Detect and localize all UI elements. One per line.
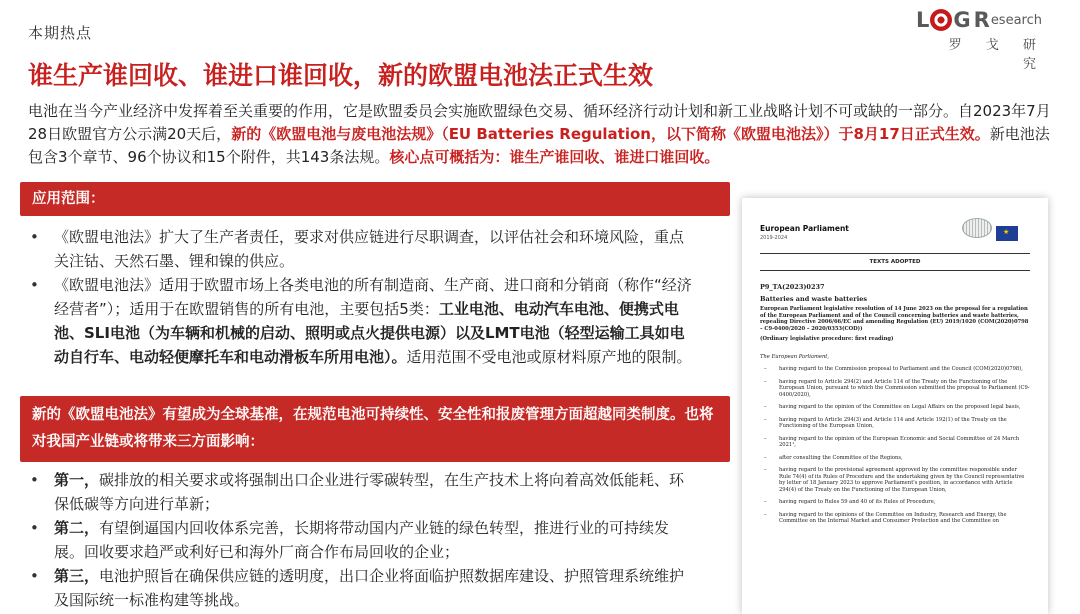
impact-text: 电池护照旨在确保供应链的透明度，出口企业将面临护照数据库建设、护照管理系统维护及国际统一标准构建等挑战。	[54, 567, 685, 609]
scope-text: 《欧盟电池法》适用于欧盟市场上各类电池的所有制造商、生产商、进口商和分销商（称作“经济经营者”）；适用于在欧盟销售的所有电池，主要包括5类：	[54, 276, 692, 318]
list-item: • 《欧盟电池法》扩大了生产者责任，要求对供应链进行尽职调查，以评估社会和环境风险，重点关注钴、天然石墨、锂和镍的供应。	[28, 225, 696, 273]
scope-list	[28, 225, 696, 369]
document-term: 2019-2024	[760, 235, 788, 241]
document-clause: – after consulting the Committee of the Regions,	[760, 455, 1030, 462]
list-item	[28, 516, 696, 564]
document-header	[760, 224, 849, 241]
document-body	[760, 284, 1030, 525]
document-procedure: (Ordinary legislative procedure: first reading)	[760, 336, 894, 342]
logo-letter-r: R	[973, 8, 990, 32]
impact-label: 第二，	[54, 519, 100, 537]
logo-letter-g: G	[953, 8, 971, 32]
document-summary: European Parliament legislative resolution of 14 June 2023 on the proposal for a regulation of the European Parliament and of the Council concerning batteries and waste batteries, repealing Directive 2006/66/EC and amending Regulation (EU) 2019/1020 (COM(2020)0798 – C9-0400/2020 – 2020/0353(COD))	[760, 306, 1029, 332]
list-item	[28, 564, 696, 612]
document-clause: – having regard to the opinion of the Committee on Legal Affairs on the proposed legal basis,	[760, 404, 1030, 411]
list-item	[28, 273, 696, 369]
impact-list	[28, 468, 696, 612]
intro-paragraph	[28, 100, 1058, 169]
scope-text-end: 适用范围不受电池或原材料原产地的限制。	[406, 348, 692, 366]
logo-letter-l: L	[916, 8, 930, 32]
divider	[760, 270, 1030, 271]
divider	[760, 253, 1030, 254]
section-label: 本期热点	[28, 24, 93, 42]
logo-subtitle: 罗 戈 研 究	[948, 38, 1046, 72]
document-clause: – having regard to Article 294(3) and Article 114 and Article 192(1) of the Treaty on the Functioning of the European Union,	[760, 417, 1030, 430]
logo	[916, 8, 1046, 72]
document-intro: The European Parliament,	[760, 353, 830, 360]
document-clause: – having regard to Article 294(2) and Article 114 of the Treaty on the Functioning of the European Union, pursuant to which the Commission submitted the proposal to Parliament (C9-0400/2020),	[760, 379, 1030, 399]
intro-core-point: 核心点可概括为：谁生产谁回收、谁进口谁回收。	[389, 148, 720, 166]
intro-text-2: 新电池法包含3个章节、96个协议和15个附件，共143条法规。	[28, 125, 1050, 166]
document-clause: – having regard to the provisional agreement approved by the committee responsible under Rule 74(4) of its Rules of Procedure and the undertaking given by the Council representative by letter of 18 January 2023 to approve Parliament's position, in accordance with Article 294(4) of the Treaty on the Functioning of the European Union,	[760, 467, 1030, 493]
logo-target-icon	[930, 9, 952, 31]
eu-flag-icon	[996, 226, 1018, 241]
parliament-emblem-icon	[962, 218, 992, 238]
impact-heading: 新的《欧盟电池法》有望成为全球基准，在规范电池可持续性、安全性和报废管理方面超越同类制度。也将对我国产业链或将带来三方面影响：	[20, 396, 730, 462]
document-adopted-label: TEXTS ADOPTED	[869, 259, 921, 265]
document-reference: P9_TA(2023)0237	[760, 283, 825, 291]
page-title: 谁生产谁回收、谁进口谁回收，新的欧盟电池法正式生效	[28, 61, 654, 90]
scope-battery-types: 工业电池、电动汽车电池、便携式电池、SLI电池（为车辆和机械的启动、照明或点火提供电源）以及LMT电池（轻型运输工具如电动自行车、电动轻便摩托车和电动滑板车所用电池）。	[54, 300, 685, 366]
list-item	[28, 468, 696, 516]
intro-text: 电池在当今产业经济中发挥着至关重要的作用，它是欧盟委员会实施欧盟绿色交易、循环经济行动计划和新工业战略计划不可或缺的一部分。自2023年7月28日欧盟官方公示满20天后，	[28, 102, 1051, 143]
document-clause: – having regard to the Commission proposal to Parliament and the Council (COM(2020)0798),	[760, 366, 1030, 373]
impact-label: 第一，	[54, 471, 100, 489]
document-title: Batteries and waste batteries	[760, 294, 867, 303]
impact-label: 第三，	[54, 567, 100, 585]
document-clause: – having regard to Rules 59 and 40 of its Rules of Procedure,	[760, 499, 1030, 506]
impact-text: 碳排放的相关要求或将强制出口企业进行零碳转型，在生产技术上将向着高效低能耗、环保低碳等方向进行革新；	[54, 471, 685, 513]
scope-heading: 应用范围：	[20, 182, 730, 216]
document-clause: – having regard to the opinion of the European Economic and Social Committee of 24 March 2021¹,	[760, 436, 1030, 449]
logo-wordmark: esearch	[990, 12, 1042, 28]
document-image	[742, 198, 1048, 614]
intro-highlight: 新的《欧盟电池与废电池法规》（EU Batteries Regulation，以下简称《欧盟电池法》）于8月17日正式生效。	[231, 125, 990, 143]
impact-text: 有望倒逼国内回收体系完善，长期将带动国内产业链的绿色转型，推进行业的可持续发展。回收要求趋严或利好已和海外厂商合作布局回收的企业；	[54, 519, 670, 561]
document-org: European Parliament	[760, 224, 849, 233]
document-clause: – having regard to the opinions of the Committee on Industry, Research and Energy, the Committee on the Internal Market and Consumer Protection and the Committee on	[760, 512, 1030, 525]
